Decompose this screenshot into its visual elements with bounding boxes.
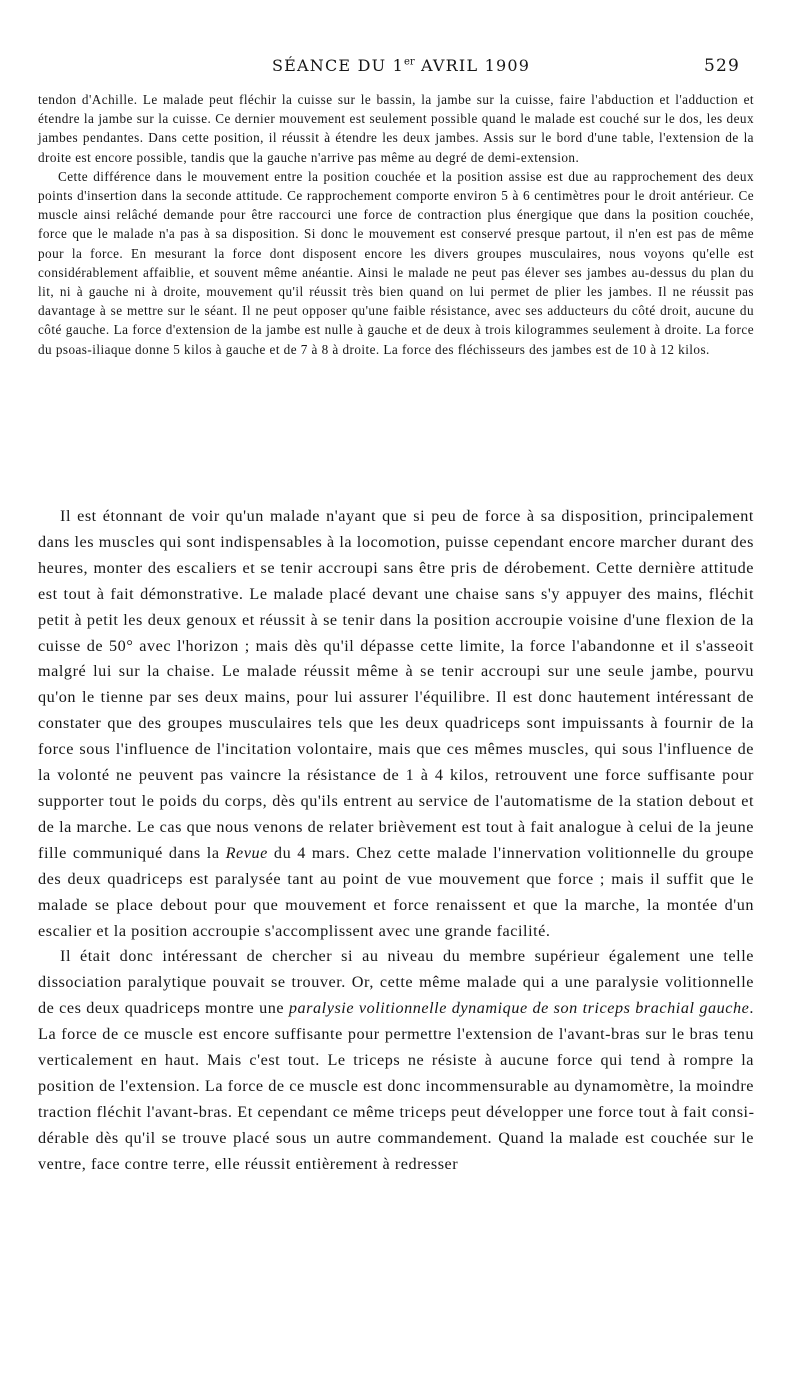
main-text-section	[38, 504, 754, 1178]
running-title-superscript: er	[403, 56, 415, 68]
main-paragraph-2	[38, 944, 754, 1177]
journal-reference: Revue	[225, 843, 268, 862]
small-paragraph-1: tendon d'Achille. Le malade peut fléchir la cuisse sur le bassin, la jambe sur la cuisse, faire l'abduction et l'adduction et étendre la jambe sur la cuisse. Ce dernier mouvement est seulement possible quand le malade est couché sur le dos, les deux jambes pendantes. Dans cette position, il réussit à étendre les deux jambes. Assis sur le bord d'une table, l'extension de la droite est encore possible, tandis que la gauche n'arrive pas même au degré de demi-extension.	[38, 92, 754, 165]
running-title-start: SÉANCE DU 1	[272, 56, 404, 75]
small-print-section	[38, 90, 754, 359]
main-paragraph-1-text-a: Il est étonnant de voir qu'un malade n'ayant que si peu de force à sa disposition, principalement dans les muscles qui sont indispensables à la locomotion, puisse cependant encore marcher durant des heures, monter des escaliers et se tenir accroupi sans être pris de dérobement. Cette dernière attitude est tout à fait démonstrative. Le malade placé devant une chaise sans s'y appuyer des mains, fléchit petit à petit les deux genoux et réussit à se tenir dans la position accroupie voisine d'une flexion de la cuisse de 50° avec l'horizon ; mais dès qu'il dépasse cette limite, la force l'abandonne et il s'asseoit malgré lui sur la chaise. Le malade réussit même à se tenir accroupi sur une seule jambe, pourvu qu'on le tienne par ses deux mains, pour lui assurer l'équilibre. Il est donc hautement intéressant de constater que des groupes musculaires tels que les deux quadriceps sont impuissants à fournir de la force sous l'influence de l'incitation volontaire, mais que ces mêmes muscles, qui sous l'influence de la volonté ne peuvent pas vaincre la résistance de 1 à 4 kilos, retrouvent une force suffisante pour supporter tout le poids du corps, dès qu'ils entrent au service de l'automatisme de la station debout et de la marche. Le cas que nous venons de relater brièvement est tout à fait analogue à celui de la jeune fille communiqué dans la	[38, 507, 754, 862]
running-title	[272, 56, 530, 75]
running-title-end: AVRIL 1909	[414, 56, 531, 75]
emphasized-phrase: paralysie volitionnelle dynamique de son triceps brachial gauche	[288, 999, 750, 1018]
main-paragraph-2-text-b: . La force de ce muscle est encore suffisante pour permettre l'extension de l'avant-bras sur le bras tenu verticalement en haut. Mais c'est tout. Le triceps ne résiste à aucune force qui tend à rompre la position de l'extension. La force de ce muscle est donc incommensurable au dynamomètre, la moindre traction fléchit l'avant-bras. Et cependant ce même triceps peut développer une force tout à fait considérable dès qu'il se trouve placé sous un autre commandement. Quand la malade est couchée sur le ventre, face contre terre, elle réussit entièrement à redresser	[38, 999, 754, 1173]
page-number: 529	[703, 56, 740, 76]
small-paragraph-2: Cette différence dans le mouvement entre la position couchée et la position assise est due au rapprochement des deux points d'insertion dans la seconde attitude. Ce rapprochement comporte environ 5 à 6 centimètres pour le droit antérieur. Ce muscle ainsi relâché demande pour être raccourci une force de contraction plus énergique que dans la position couchée, force que le malade n'a pas à sa disposition. Si donc le mouvement est conservé presque partout, il n'en est pas de même pour la force. En mesurant la force dont disposent encore les divers groupes musculaires, nous voyons qu'elle est considérablement affaiblie, et souvent même anéantie. Ainsi le malade ne peut pas élever ses jambes au-dessus du plan du lit, ni à gauche ni à droite, mouvement qu'il réussit très bien quand on lui permet de plier les jambes. Il ne réussit pas davantage à se mettre sur le séant. Il ne peut opposer qu'une faible résistance, avec ses adducteurs du côté droit, aucune du côté gauche. La force d'extension de la jambe est nulle à gauche et de deux à trois kilogrammes seulement à droite. La force du psoas-iliaque donne 5 kilos à gauche et de 7 à 8 à droite. La force des fléchisseurs des jambes est de 10 à 12 kilos.	[38, 168, 754, 357]
main-paragraph-2-text-a: Il était donc intéressant de chercher si au niveau du membre supérieur également une telle dissociation paralytique pouvait se trouver. Or, cette même malade qui a une paralysie volitionnelle de ces deux quadriceps montre une	[38, 947, 754, 1018]
running-header	[272, 56, 742, 80]
main-paragraph-1	[38, 504, 754, 944]
main-paragraph-1-text-b: du 4 mars. Chez cette malade l'innervation volitionnelle du groupe des deux quadriceps est paralysée tant au point de vue mouvement que force ; mais il suffit que le malade se place debout pour que mouvement et force renaissent et que la marche, la montée d'un escalier et la position accroupie s'accomplissent avec une grande facilité.	[38, 843, 754, 940]
